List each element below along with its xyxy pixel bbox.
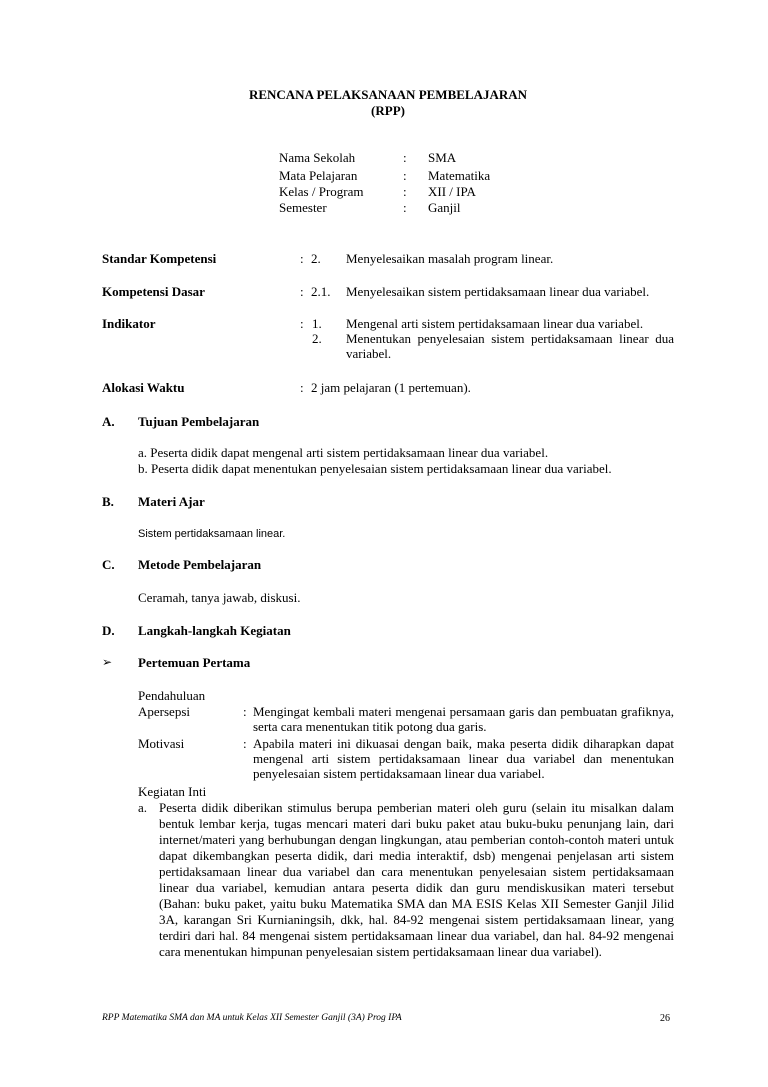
identity-label: Semester — [279, 200, 327, 215]
alokasi-waktu-label: Alokasi Waktu — [102, 380, 185, 395]
identity-label: Kelas / Program — [279, 184, 364, 199]
indikator-sep: : — [300, 316, 304, 331]
kegiatan-inti-text: Peserta didik diberikan stimulus berupa pemberian materi oleh guru (selain itu misalkan dalam bentuk lembar kerja, tugas mencari materi dari buku paket atau buku-buku penunjang lain, dari internet/materi yang berhubungan dengan lingkungan, atau pemberian contoh-contoh materi untuk dapat dikembangkan peserta didik, dari media interaktif, dsb) mengenai penjelasan arti sistem pertidaksamaan linear dua variabel dan cara menentukan penyelesaian sistem pertidaksamaan linear dua variabel, kemudian antara peserta didik dan guru mendiskusikan materi tersebut (Bahan: buku paket, yaitu buku Matematika SMA dan MA ESIS Kelas XII Semester Ganjil Jilid 3A, karangan Sri Kurnianingsih, dkk, hal. 84-92 mengenai sistem pertidaksamaan linear, yang terdiri dari hal. 84 mengenai sistem pertidaksamaan linear dua variabel, dan hal. 84-92 mengenai cara menentukan himpunan penyelesaian sistem pertidaksamaan linear dua variabel). — [159, 800, 674, 959]
kompetensi-dasar-text: Menyelesaikan sistem pertidaksamaan linear dua variabel. — [346, 284, 650, 299]
identity-value: Matematika — [428, 168, 491, 183]
section-b-letter: B. — [102, 494, 114, 509]
section-c-letter: C. — [102, 557, 115, 572]
indikator-num: 2. — [312, 331, 322, 346]
section-a-heading: Tujuan Pembelajaran — [138, 414, 260, 429]
standar-kompetensi-num: 2. — [311, 251, 321, 266]
identity-value: SMA — [428, 150, 457, 165]
section-a-letter: A. — [102, 414, 115, 429]
page-number: 26 — [660, 1013, 670, 1024]
pendahuluan-label: Pendahuluan — [138, 688, 206, 703]
identity-value: XII / IPA — [428, 184, 476, 199]
identity-sep: : — [403, 150, 407, 165]
identity-label: Mata Pelajaran — [279, 168, 358, 183]
metode-text: Ceramah, tanya jawab, diskusi. — [138, 590, 301, 605]
apersepsi-text: Mengingat kembali materi mengenai persamaan garis dan pembuatan grafiknya, serta cara menentukan titik potong dua garis. — [253, 704, 674, 734]
kegiatan-inti-marker: a. — [138, 800, 148, 815]
identity-sep: : — [403, 200, 407, 215]
materi-ajar-text: Sistem pertidaksamaan linear. — [138, 528, 286, 540]
kompetensi-dasar-num: 2.1. — [311, 284, 331, 299]
indikator-text: Menentukan penyelesaian sistem pertidaksamaan linear dua variabel. — [346, 331, 674, 361]
doc-subtitle: (RPP) — [371, 103, 405, 118]
standar-kompetensi-label: Standar Kompetensi — [102, 251, 217, 266]
standar-kompetensi-sep: : — [300, 251, 304, 266]
footer-text: RPP Matematika SMA dan MA untuk Kelas XII Semester Ganjil (3A) Prog IPA — [102, 1013, 402, 1023]
identity-value: Ganjil — [428, 200, 461, 215]
identity-sep: : — [403, 168, 407, 183]
apersepsi-sep: : — [243, 704, 247, 719]
section-b-heading: Materi Ajar — [138, 494, 205, 509]
alokasi-waktu-text: 2 jam pelajaran (1 pertemuan). — [311, 380, 471, 395]
section-d-letter: D. — [102, 623, 115, 638]
pertemuan-heading: Pertemuan Pertama — [138, 655, 251, 670]
section-c-heading: Metode Pembelajaran — [138, 557, 262, 572]
indikator-text: Mengenal arti sistem pertidaksamaan linear dua variabel. — [346, 316, 644, 331]
objective-item: a. Peserta didik dapat mengenal arti sistem pertidaksamaan linear dua variabel. — [138, 445, 549, 460]
alokasi-waktu-sep: : — [300, 380, 304, 395]
objective-item: b. Peserta didik dapat menentukan penyelesaian sistem pertidaksamaan linear dua variabel. — [138, 461, 612, 476]
section-d-heading: Langkah-langkah Kegiatan — [138, 623, 291, 638]
motivasi-text: Apabila materi ini dikuasai dengan baik, maka peserta didik diharapkan dapat mengenal arti sistem pertidaksamaan linear dua variabel dan menentukan penyelesaian sistem pertidaksamaan linear dua variabel. — [253, 736, 674, 781]
kompetensi-dasar-sep: : — [300, 284, 304, 299]
kompetensi-dasar-label: Kompetensi Dasar — [102, 284, 205, 299]
identity-sep: : — [403, 184, 407, 199]
standar-kompetensi-text: Menyelesaikan masalah program linear. — [346, 251, 554, 266]
apersepsi-label: Apersepsi — [138, 704, 190, 719]
kegiatan-inti-label: Kegiatan Inti — [138, 784, 207, 799]
indikator-num: 1. — [312, 316, 322, 331]
motivasi-sep: : — [243, 736, 247, 751]
arrow-bullet-icon: ➢ — [102, 655, 113, 669]
doc-title: RENCANA PELAKSANAAN PEMBELAJARAN — [248, 87, 528, 102]
motivasi-label: Motivasi — [138, 736, 185, 751]
indikator-label: Indikator — [102, 316, 156, 331]
identity-label: Nama Sekolah — [279, 150, 356, 165]
